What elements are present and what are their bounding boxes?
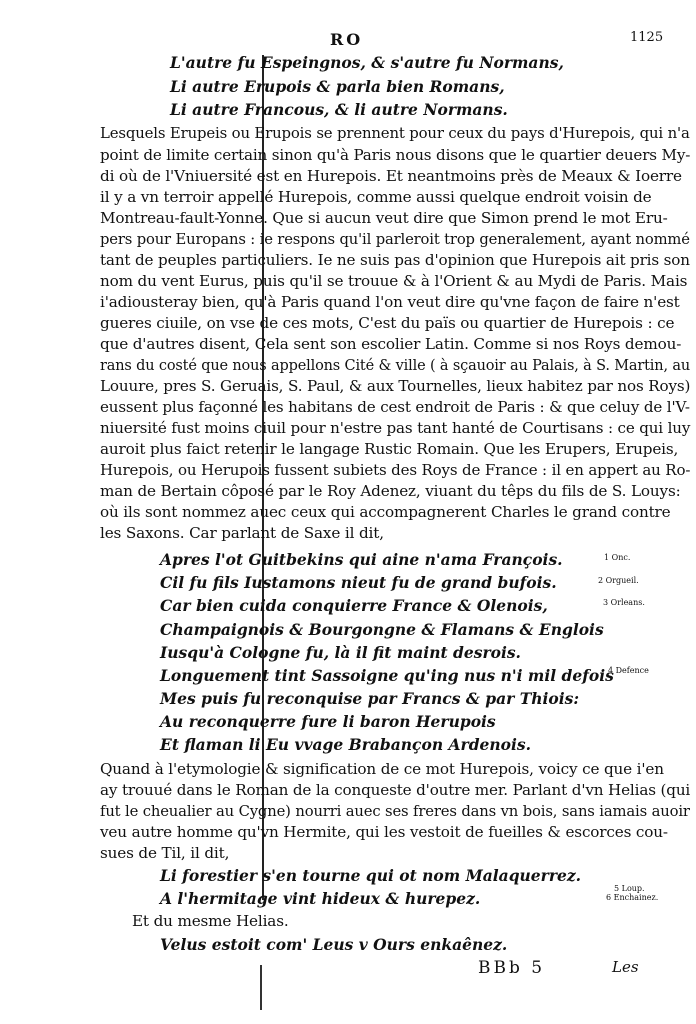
prose-line: di où de l'Vniuersité est en Hurepois. Et neantmoins près de Meaux & Ioerre <box>100 167 682 185</box>
prose-line: gueres ciuile, on vse de ces mots, C'est du païs ou quartier de Hurepois : ce <box>100 314 675 332</box>
verse-line: L'autre fu Espeingnos, & s'autre fu Normans, <box>170 53 564 72</box>
signature-mark: BBb 5 <box>478 958 546 978</box>
margin-note: 3 Orleans. <box>603 598 645 607</box>
verse-line: Car bien cuida conquierre France & Olenois, <box>160 596 548 615</box>
margin-note: 4 Defence <box>608 666 649 675</box>
prose-line: point de limite certain sinon qu'à Paris nous disons que le quartier deuers My- <box>100 146 691 164</box>
prose-line: Louure, pres S. Geruais, S. Paul, & aux Tournelles, lieux habitez par nos Roys) <box>100 377 691 395</box>
prose-line: rans du costé que nous appellons Cité & ville ( à sçauoir au Palais, à S. Martin, au <box>100 356 691 374</box>
prose-line: Lesquels Erupeis ou Erupois se prennent pour ceux du pays d'Hurepois, qui n'a <box>100 124 690 142</box>
prose-line: niuersité fust moins ciuil pour n'estre pas tant hanté de Courtisans : ce qui luy <box>100 419 691 437</box>
prose-line: ay trouué dans le Roman de la conqueste d'outre mer. Parlant d'vn Helias (qui <box>100 781 691 799</box>
prose-line: pers pour Europans : ie respons qu'il parleroit trop generalement, ayant nommé <box>100 230 690 248</box>
verse-line: Et flaman li Eu vvage Brabançon Ardenois. <box>160 735 532 754</box>
prose-line: veu autre homme qu'vn Hermite, qui les vestoit de fueilles & escorces cou- <box>100 823 668 841</box>
prose-line: eussent plus façonné les habitans de cest endroit de Paris : & que celuy de l'V- <box>100 398 690 416</box>
prose-line: Montreau-fault-Yonne. Que si aucun veut dire que Simon prend le mot Eru- <box>100 209 668 227</box>
prose-line: Quand à l'etymologie & signification de ce mot Hurepois, voicy ce que i'en <box>100 760 664 778</box>
prose-line: i'adiousteray bien, qu'à Paris quand l'on veut dire qu'vne façon de faire n'est <box>100 293 680 311</box>
verse-line: Velus estoit com' Leus v Ours enkaênez. <box>160 935 508 954</box>
prose-line: fut le cheualier au Cygne) nourri auec ses freres dans vn bois, sans iamais auoir <box>100 802 690 820</box>
prose-line: où ils sont nommez auec ceux qui accompagnerent Charles le grand contre <box>100 503 671 521</box>
verse-line: Champaignois & Bourgongne & Flamans & Englois <box>160 620 604 639</box>
margin-note: 5 Loup. <box>614 884 645 893</box>
prose-line: tant de peuples particuliers. Ie ne suis pas d'opinion que Hurepois ait pris son <box>100 251 690 269</box>
verse-line: Cil fu fils Iustamons nieut fu de grand bufois. <box>160 573 557 592</box>
prose-line: il y a vn terroir appellé Hurepois, comme aussi quelque endroit voisin de <box>100 188 652 206</box>
verse-line: A l'hermitage vint hideux & hurepez. <box>160 889 481 908</box>
prose-line: Hurepois, ou Herupois fussent subiets des Roys de France : il en appert au Ro- <box>100 461 691 479</box>
prose-line: les Saxons. Car parlant de Saxe il dit, <box>100 524 384 542</box>
prose-line: auroit plus faict retenir le langage Rustic Romain. Que les Erupers, Erupeis, <box>100 440 679 458</box>
margin-note: 2 Orgueil. <box>598 576 639 585</box>
verse-line: Longuement tint Sassoigne qu'ing nus n'i mil defois <box>160 666 614 685</box>
verse-line: Li autre Francous, & li autre Normans. <box>170 100 508 119</box>
verse-line: Mes puis fu reconquise par Francs & par Thiois: <box>160 689 580 708</box>
verse-line: Au reconquerre fure li baron Herupois <box>160 712 496 731</box>
margin-note: 1 Onc. <box>604 553 631 562</box>
prose-line: man de Bertain côposé par le Roy Adenez, viuant du têps du fils de S. Louys: <box>100 482 681 500</box>
margin-note: 6 Enchainez. <box>606 893 659 902</box>
gutter-fold-line-lower <box>260 965 262 1010</box>
prose-line: Et du mesme Helias. <box>132 912 289 930</box>
prose-line: sues de Til, il dit, <box>100 844 230 862</box>
prose-line: que d'autres disent, Cela sent son escolier Latin. Comme si nos Roys demou- <box>100 335 682 353</box>
verse-line: Li forestier s'en tourne qui ot nom Malaquerrez. <box>160 866 582 885</box>
verse-line: Li autre Erupois & parla bien Romans, <box>170 77 505 96</box>
verse-line: Iusqu'à Cologne fu, là il fit maint desrois. <box>160 643 521 662</box>
page-number: 1125 <box>630 30 664 45</box>
verse-line: Apres l'ot Guitbekins qui aine n'ama François. <box>160 550 563 569</box>
catchword: Les <box>612 958 639 976</box>
prose-line: nom du vent Eurus, puis qu'il se trouue & à l'Orient & au Mydi de Paris. Mais <box>100 272 688 290</box>
running-head: RO <box>330 30 364 49</box>
